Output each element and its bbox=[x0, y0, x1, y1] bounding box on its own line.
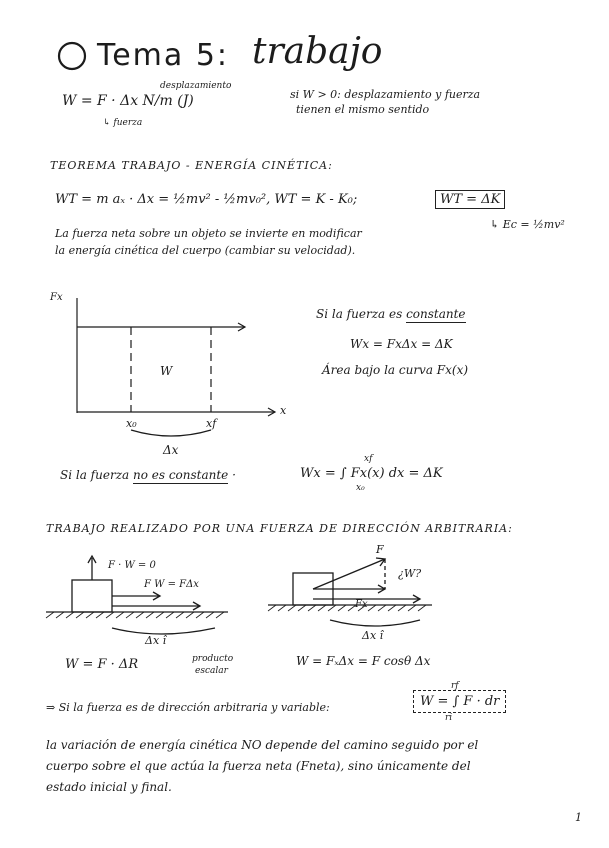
arbitrary-heading: TRABAJO REALIZADO POR UNA FUERZA DE DIRECCIÓN ARBITRARIA: bbox=[46, 522, 513, 535]
left-block bbox=[72, 580, 112, 612]
conclusion-line-2: cuerpo sobre el que actúa la fuerza neta (Fneta), sino únicamente del bbox=[46, 759, 471, 773]
title-prefix: Tema 5: bbox=[97, 38, 230, 73]
component-work-formula: W = FₓΔx = F cosθ Δx bbox=[296, 654, 431, 668]
theorem-boxed-result: WT = ΔK bbox=[435, 190, 505, 209]
title-bullet-circle bbox=[59, 43, 85, 69]
kinetic-energy-note: ↳ Ec = ½mv² bbox=[490, 218, 565, 231]
right-fx-label: Fx bbox=[355, 599, 368, 610]
graph-dx-brace bbox=[131, 430, 211, 436]
nonconstant-underlined: no es constante bbox=[132, 468, 229, 482]
integral-lower-limit: x₀ bbox=[356, 483, 365, 493]
positive-work-condition-2: tienen el mismo sentido bbox=[296, 103, 430, 116]
left-note-2: F W = FΔx bbox=[144, 579, 199, 590]
right-dx-brace bbox=[330, 620, 420, 626]
nonconstant-integral: Wx = ∫ Fx(x) dx = ΔK bbox=[300, 466, 443, 481]
graph-xf-label: xf bbox=[206, 417, 217, 430]
right-force-label: F bbox=[376, 543, 384, 556]
theorem-formula: WT = m aₓ · Δx = ½mv² - ½mv₀², WT = K - K₀; bbox=[55, 192, 358, 207]
theorem-description-1: La fuerza neta sobre un objeto se invierte en modificar bbox=[55, 227, 362, 240]
general-case-text: ⇒ Si la fuerza es de dirección arbitraria y variable: bbox=[46, 701, 330, 714]
page-number: 1 bbox=[575, 811, 582, 824]
conclusion-line-1: la variación de energía cinética NO depende del camino seguido por el bbox=[46, 738, 479, 752]
graph-x-label: x bbox=[280, 404, 287, 417]
work-formula: W = F · Δx N/m (J) bbox=[62, 93, 194, 109]
theorem-heading: TEOREMA TRABAJO - ENERGÍA CINÉTICA: bbox=[50, 159, 333, 172]
graph-dx-label: Δx bbox=[163, 443, 179, 457]
area-under-curve: Área bajo la curva Fx(x) bbox=[322, 363, 469, 377]
general-upper-limit: rf bbox=[451, 681, 459, 691]
positive-work-condition: si W > 0: desplazamiento y fuerza bbox=[290, 88, 481, 101]
graph-y-label: Fx bbox=[50, 292, 63, 303]
work-graph bbox=[77, 298, 275, 436]
right-applied-force bbox=[313, 559, 385, 589]
constant-force-formula: Wx = FxΔx = ΔK bbox=[350, 337, 453, 351]
right-question: ¿W? bbox=[398, 567, 422, 580]
scalar-product-note-1: producto bbox=[192, 654, 234, 664]
constant-underlined: constante bbox=[406, 307, 466, 321]
left-note-1: F · W = 0 bbox=[108, 560, 156, 571]
right-dx-label: Δx î bbox=[362, 629, 384, 642]
nonconstant-force-text: Si la fuerza no es constante · bbox=[60, 468, 236, 482]
theorem-description-2: la energía cinética del cuerpo (cambiar su velocidad). bbox=[55, 244, 356, 257]
displacement-label: desplazamiento bbox=[160, 81, 232, 91]
general-work-integral: W = ∫ F · dr bbox=[413, 690, 506, 713]
page-title: trabajo bbox=[252, 31, 383, 72]
integral-upper-limit: xf bbox=[364, 454, 373, 464]
constant-force-line1: Si la fuerza es constante bbox=[316, 307, 466, 321]
graph-area-label: W bbox=[160, 364, 173, 378]
graph-x0-label: x₀ bbox=[126, 417, 137, 430]
left-dx-label: Δx î bbox=[145, 634, 167, 647]
scalar-product-note-2: escalar bbox=[195, 666, 228, 676]
scalar-product-formula: W = F · ΔR bbox=[65, 657, 139, 672]
force-label: ↳ fuerza bbox=[103, 118, 143, 128]
general-lower-limit: ri bbox=[445, 713, 453, 723]
conclusion-line-3: estado inicial y final. bbox=[46, 780, 172, 794]
